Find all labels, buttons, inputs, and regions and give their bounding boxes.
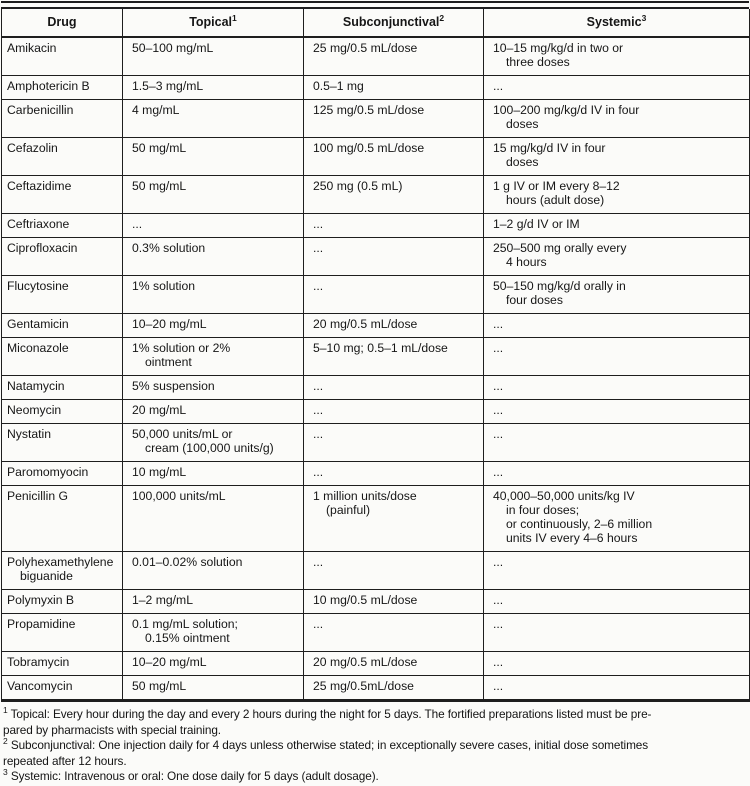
cell-text-line: hours (adult dose) (506, 193, 605, 207)
table-row (2, 462, 750, 486)
cell-text-line: ... (313, 427, 324, 441)
table-header (2, 9, 750, 37)
cell-topical (123, 652, 304, 676)
cell-text-line: 250–500 mg orally every (493, 241, 627, 255)
cell-subconjunctival (304, 652, 484, 676)
cell-text-line: Natamycin (7, 379, 65, 393)
cell-topical (123, 552, 304, 590)
cell-text-line: 0.01–0.02% solution (132, 555, 243, 569)
cell-text-line: doses (506, 155, 539, 169)
table-row (2, 338, 750, 376)
cell-systemic (484, 238, 750, 276)
footnote-marker: 3 (3, 767, 8, 778)
table-row (2, 37, 750, 76)
cell-subconjunctival (304, 176, 484, 214)
table-row (2, 314, 750, 338)
cell-topical (123, 276, 304, 314)
cell-text-line: ... (313, 217, 324, 231)
cell-drug (2, 100, 123, 138)
cell-topical (123, 400, 304, 424)
table-row (2, 214, 750, 238)
header-row (2, 9, 750, 37)
cell-text-line: 15 mg/kg/d IV in four (493, 141, 606, 155)
cell-drug (2, 462, 123, 486)
cell-text-line: Amphotericin B (7, 79, 90, 93)
cell-systemic (484, 462, 750, 486)
cell-systemic (484, 552, 750, 590)
cell-text-line: ... (313, 241, 324, 255)
cell-systemic (484, 100, 750, 138)
cell-topical (123, 462, 304, 486)
cell-text-line: 1% solution or 2% (132, 341, 231, 355)
cell-text-line: ... (493, 655, 504, 669)
footnote: $^1$ Topical: Every hour during the day and every 2 hours during the night for 5 days. The fortified preparations listed must be pre- pared by pharmacists with special training. (3, 705, 652, 737)
cell-text-line: Miconazole (7, 341, 69, 355)
table-row (2, 590, 750, 614)
cell-text-line: 100,000 units/mL (132, 489, 226, 503)
cell-topical (123, 338, 304, 376)
cell-text-line: 5–10 mg; 0.5–1 mL/dose (313, 341, 448, 355)
table-row (2, 400, 750, 424)
cell-systemic (484, 76, 750, 100)
cell-subconjunctival (304, 486, 484, 552)
cell-drug (2, 214, 123, 238)
cell-text-line: 1% solution (132, 279, 196, 293)
table-row (2, 652, 750, 676)
cell-text-line: 0.1 mg/mL solution; (132, 617, 238, 631)
cell-topical (123, 376, 304, 400)
cell-topical (123, 238, 304, 276)
cell-subconjunctival (304, 462, 484, 486)
cell-text-line: Propamidine (7, 617, 76, 631)
table-row (2, 276, 750, 314)
cell-text-line: Nystatin (7, 427, 52, 441)
cell-text-line: 50 mg/mL (132, 679, 187, 693)
cell-topical (123, 676, 304, 701)
cell-subconjunctival (304, 238, 484, 276)
footnote-reference: 2 (439, 12, 445, 23)
cell-text-line: ... (493, 317, 504, 331)
table-row (2, 552, 750, 590)
footnote: $^2$ Subconjunctival: One injection daily for 4 days unless otherwise stated; in exceptionally severe cases, initial dose sometimes repeated after 12 hours. (3, 736, 649, 768)
cell-text-line: units IV every 4–6 hours (506, 531, 638, 545)
cell-drug (2, 376, 123, 400)
cell-text-line: or continuously, 2–6 million (506, 517, 653, 531)
cell-text-line: ... (313, 617, 324, 631)
cell-text-line: 25 mg/0.5 mL/dose (313, 41, 418, 55)
table-row (2, 238, 750, 276)
cell-systemic (484, 424, 750, 462)
footnote-marker: 2 (3, 736, 8, 747)
cell-text-line: 250 mg (0.5 mL) (313, 179, 403, 193)
cell-text-line: 0.15% ointment (145, 631, 230, 645)
cell-drug (2, 138, 123, 176)
cell-subconjunctival (304, 676, 484, 701)
table-row (2, 76, 750, 100)
cell-drug (2, 76, 123, 100)
cell-systemic (484, 214, 750, 238)
cell-text-line: three doses (506, 55, 570, 69)
cell-drug (2, 590, 123, 614)
table-row (2, 614, 750, 652)
cell-subconjunctival (304, 214, 484, 238)
cell-text-line: biguanide (20, 569, 73, 583)
cell-topical (123, 590, 304, 614)
cell-text-line: Polyhexamethylene (7, 555, 114, 569)
cell-drug (2, 652, 123, 676)
cell-text-line: ... (313, 465, 324, 479)
footnote-marker: 1 (3, 705, 8, 716)
cell-text-line: ... (493, 341, 504, 355)
cell-text-line: doses (506, 117, 539, 131)
footnote: $^3$ Systemic: Intravenous or oral: One dose daily for 5 days (adult dosage). (3, 767, 379, 784)
cell-topical (123, 176, 304, 214)
column-header-subconjunctival: Subconjunctival$^2$ (304, 9, 484, 37)
cell-text-line: 100–200 mg/kg/d IV in four (493, 103, 640, 117)
drug-dosage-table (1, 9, 750, 702)
cell-text-line: 50 mg/mL (132, 179, 187, 193)
cell-topical (123, 614, 304, 652)
cell-text-line: 10 mg/mL (132, 465, 187, 479)
cell-drug (2, 614, 123, 652)
cell-drug (2, 37, 123, 76)
cell-text-line: Amikacin (7, 41, 57, 55)
cell-text-line: 4 mg/mL (132, 103, 180, 117)
cell-topical (123, 486, 304, 552)
cell-subconjunctival (304, 138, 484, 176)
cell-subconjunctival (304, 314, 484, 338)
cell-subconjunctival (304, 37, 484, 76)
cell-text-line: 50–100 mg/mL (132, 41, 214, 55)
cell-text-line: ... (493, 403, 504, 417)
cell-text-line: Ciprofloxacin (7, 241, 78, 255)
cell-text-line: ... (132, 217, 143, 231)
table-row (2, 486, 750, 552)
cell-drug (2, 176, 123, 214)
cell-topical (123, 100, 304, 138)
column-header-drug: Drug (2, 9, 123, 37)
cell-topical (123, 424, 304, 462)
table-row (2, 424, 750, 462)
cell-topical (123, 76, 304, 100)
cell-text-line: Cefazolin (7, 141, 58, 155)
cell-text-line: 25 mg/0.5mL/dose (313, 679, 414, 693)
cell-drug (2, 314, 123, 338)
cell-text-line: 40,000–50,000 units/kg IV (493, 489, 635, 503)
table-row (2, 376, 750, 400)
cell-text-line: 50,000 units/mL or (132, 427, 233, 441)
cell-text-line: Vancomycin (7, 679, 73, 693)
cell-text-line: 10–20 mg/mL (132, 317, 207, 331)
table-body (2, 37, 750, 701)
cell-text-line: 125 mg/0.5 mL/dose (313, 103, 425, 117)
cell-text-line: in four doses; (506, 503, 580, 517)
cell-text-line: ... (493, 79, 504, 93)
cell-text-line: ointment (145, 355, 192, 369)
cell-drug (2, 400, 123, 424)
rule-gap (1, 3, 749, 6)
cell-subconjunctival (304, 276, 484, 314)
cell-drug (2, 338, 123, 376)
cell-subconjunctival (304, 400, 484, 424)
cell-text-line: Carbenicillin (7, 103, 74, 117)
cell-systemic (484, 138, 750, 176)
cell-text-line: ... (313, 403, 324, 417)
cell-topical (123, 37, 304, 76)
cell-systemic (484, 276, 750, 314)
cell-subconjunctival (304, 76, 484, 100)
cell-drug (2, 552, 123, 590)
cell-text-line: ... (493, 555, 504, 569)
cell-systemic (484, 400, 750, 424)
cell-systemic (484, 376, 750, 400)
cell-text-line: 50–150 mg/kg/d orally in (493, 279, 626, 293)
cell-text-line: 5% suspension (132, 379, 215, 393)
cell-text-line: Ceftriaxone (7, 217, 70, 231)
footnote-reference: 3 (641, 12, 647, 23)
cell-systemic (484, 314, 750, 338)
cell-topical (123, 314, 304, 338)
cell-text-line: Paromomyocin (7, 465, 89, 479)
cell-text-line: 1.5–3 mg/mL (132, 79, 204, 93)
cell-text-line: Penicillin G (7, 489, 68, 503)
cell-systemic (484, 652, 750, 676)
cell-text-line: (painful) (326, 503, 371, 517)
cell-text-line: Flucytosine (7, 279, 69, 293)
cell-text-line: Ceftazidime (7, 179, 72, 193)
cell-systemic (484, 676, 750, 701)
cell-text-line: ... (493, 427, 504, 441)
cell-systemic (484, 590, 750, 614)
cell-subconjunctival (304, 376, 484, 400)
cell-text-line: 100 mg/0.5 mL/dose (313, 141, 425, 155)
table-row (2, 676, 750, 701)
cell-drug (2, 424, 123, 462)
cell-text-line: 10–20 mg/mL (132, 655, 207, 669)
document-sheet (1, 1, 749, 785)
cell-subconjunctival (304, 590, 484, 614)
cell-text-line: 20 mg/0.5 mL/dose (313, 655, 418, 669)
cell-subconjunctival (304, 100, 484, 138)
cell-text-line: ... (493, 679, 504, 693)
cell-text-line: 1–2 g/d IV or IM (493, 217, 580, 231)
table-row (2, 176, 750, 214)
cell-text-line: 20 mg/0.5 mL/dose (313, 317, 418, 331)
cell-text-line: Tobramycin (7, 655, 70, 669)
cell-text-line: 1–2 mg/mL (132, 593, 193, 607)
cell-text-line: Gentamicin (7, 317, 69, 331)
cell-text-line: ... (493, 593, 504, 607)
cell-systemic (484, 338, 750, 376)
cell-text-line: ... (313, 379, 324, 393)
cell-text-line: 4 hours (506, 255, 547, 269)
cell-text-line: Polymyxin B (7, 593, 75, 607)
cell-subconjunctival (304, 338, 484, 376)
table-row (2, 138, 750, 176)
cell-text-line: 20 mg/mL (132, 403, 187, 417)
cell-topical (123, 138, 304, 176)
cell-text-line: 50 mg/mL (132, 141, 187, 155)
cell-text-line: ... (313, 555, 324, 569)
cell-subconjunctival (304, 552, 484, 590)
column-header-systemic: Systemic$^3$ (484, 9, 750, 37)
cell-subconjunctival (304, 614, 484, 652)
cell-topical (123, 214, 304, 238)
cell-text-line: Neomycin (7, 403, 62, 417)
footnotes-section (1, 702, 749, 785)
cell-text-line: 0.3% solution (132, 241, 206, 255)
cell-systemic (484, 37, 750, 76)
cell-text-line: 1 million units/dose (313, 489, 417, 503)
cell-text-line: 10 mg/0.5 mL/dose (313, 593, 418, 607)
cell-text-line: cream (100,000 units/g) (145, 441, 274, 455)
column-header-topical: Topical$^1$ (123, 9, 304, 37)
cell-text-line: 0.5–1 mg (313, 79, 364, 93)
footnote-reference: 1 (232, 12, 237, 23)
cell-drug (2, 676, 123, 701)
cell-text-line: ... (493, 617, 504, 631)
cell-text-line: four doses (506, 293, 563, 307)
cell-text-line: ... (493, 465, 504, 479)
cell-systemic (484, 176, 750, 214)
cell-drug (2, 276, 123, 314)
cell-text-line: ... (313, 279, 324, 293)
cell-text-line: ... (493, 379, 504, 393)
cell-drug (2, 486, 123, 552)
cell-text-line: 10–15 mg/kg/d in two or (493, 41, 624, 55)
table-row (2, 100, 750, 138)
cell-subconjunctival (304, 424, 484, 462)
cell-drug (2, 238, 123, 276)
cell-systemic (484, 614, 750, 652)
cell-text-line: 1 g IV or IM every 8–12 (493, 179, 620, 193)
cell-systemic (484, 486, 750, 552)
